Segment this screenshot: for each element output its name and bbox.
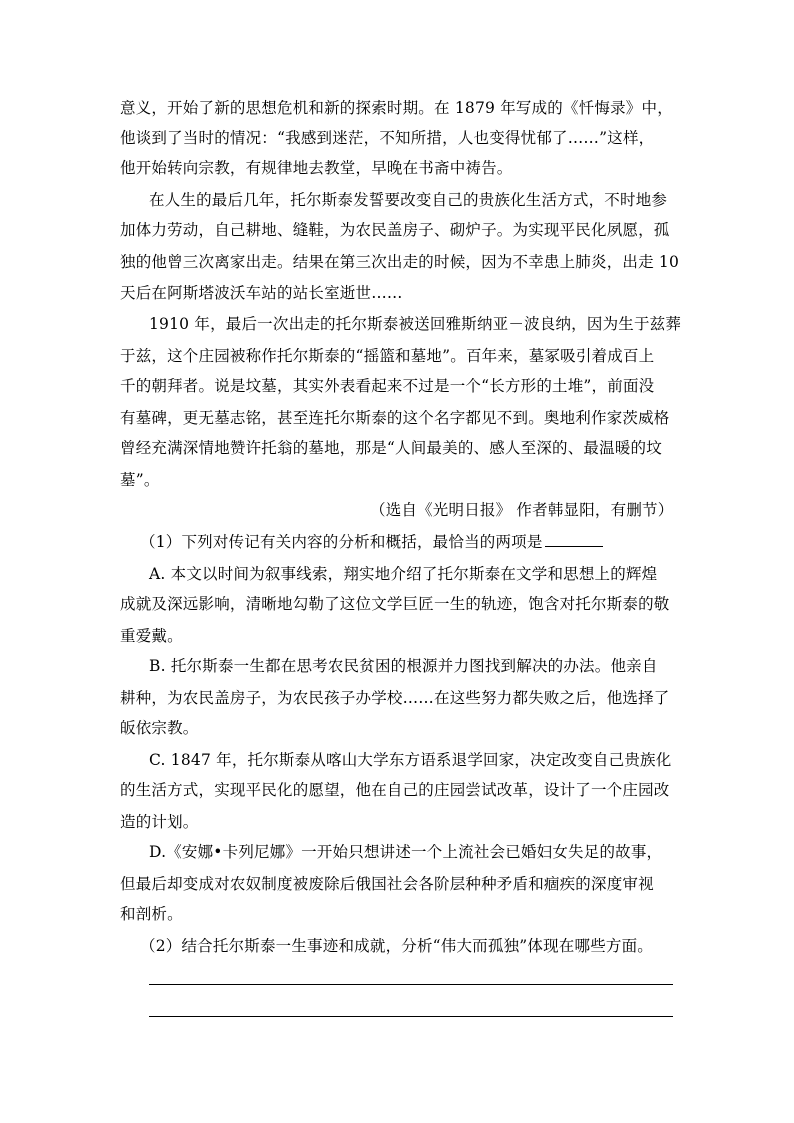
question-1: [140, 532, 680, 552]
option-b-line: B. 托尔斯泰一生都在思考农民贫困的根源并力图找到解决的办法。他亲自: [149, 657, 658, 675]
paragraph-line: 1910 年，最后一次出走的托尔斯泰被送回雅斯纳亚－波良纳，因为生于兹葬: [149, 315, 682, 333]
paragraph-line: 他开始转向宗教，有规律地去教堂，早晚在书斋中祷告。: [120, 159, 513, 177]
paragraph-line: 他谈到了当时的情况：“我感到迷茫，不知所措，人也变得忧郁了……”这样，: [120, 129, 655, 147]
paragraph-line: 加体力劳动，自己耕地、缝鞋，为农民盖房子、砌炉子。为实现平民化夙愿，孤: [120, 221, 670, 239]
question-2: （2）结合托尔斯泰一生事迹和成就，分析“伟大而孤独”体现在哪些方面。: [140, 937, 654, 955]
option-c-line: 的生活方式，实现平民化的愿望，他在自己的庄园尝试改革，设计了一个庄园改: [120, 781, 670, 799]
paragraph-line: 曾经充满深情地赞许托翁的墓地，那是“人间最美的、感人至深的、最温暖的坟: [120, 439, 662, 457]
option-a-line: 重爱戴。: [120, 627, 183, 645]
answer-line[interactable]: [149, 1016, 673, 1017]
paragraph-line: 独的他曾三次离家出走。结果在第三次出走的时候，因为不幸患上肺炎，出走 10: [120, 253, 680, 271]
option-b-line: 皈依宗教。: [120, 719, 199, 737]
answer-line[interactable]: [149, 984, 673, 985]
paragraph-line: 天后在阿斯塔波沃车站的站长室逝世……: [120, 284, 403, 302]
option-d-line: 和剖析。: [120, 905, 183, 923]
source-note: （选自《光明日报》 作者韩显阳，有删节）: [370, 501, 674, 519]
option-d-line: D.《安娜•卡列尼娜》一开始只想讲述一个上流社会已婚妇女失足的故事，: [149, 843, 663, 861]
paragraph-line: 千的朝拜者。说是坟墓，其实外表看起来不过是一个“长方形的土堆”，前面没: [120, 377, 655, 395]
paragraph-line: 墓”。: [120, 471, 160, 489]
paragraph-line: 意义，开始了新的思想危机和新的探索时期。在 1879 年写成的《忏悔录》中，: [120, 99, 673, 117]
option-a-line: 成就及深远影响，清晰地勾勒了这位文学巨匠一生的轨迹，饱含对托尔斯泰的敬: [120, 595, 670, 613]
option-b-line: 耕种，为农民盖房子，为农民孩子办学校……在这些努力都失败之后，他选择了: [120, 689, 670, 707]
paragraph-line: 有墓碑，更无墓志铭，甚至连托尔斯泰的这个名字都见不到。奥地利作家茨威格: [120, 409, 670, 427]
option-a-line: A. 本文以时间为叙事线索，翔实地介绍了托尔斯泰在文学和思想上的辉煌: [149, 565, 658, 583]
paragraph-line: 在人生的最后几年，托尔斯泰发誓要改变自己的贵族化生活方式，不时地参: [149, 191, 668, 209]
option-c-line: 造的计划。: [120, 813, 199, 831]
option-d-line: 但最后却变成对农奴制度被废除后俄国社会各阶层种种矛盾和痼疾的深度审视: [120, 875, 654, 893]
option-c-line: C. 1847 年，托尔斯泰从喀山大学东方语系退学回家，决定改变自己贵族化: [149, 751, 672, 769]
answer-blank[interactable]: [545, 532, 603, 547]
question-1-text: （1）下列对传记有关内容的分析和概括，最恰当的两项是: [140, 533, 543, 551]
paragraph-line: 于兹，这个庄园被称作托尔斯泰的“摇篮和墓地”。百年来，墓冢吸引着成百上: [120, 347, 655, 365]
